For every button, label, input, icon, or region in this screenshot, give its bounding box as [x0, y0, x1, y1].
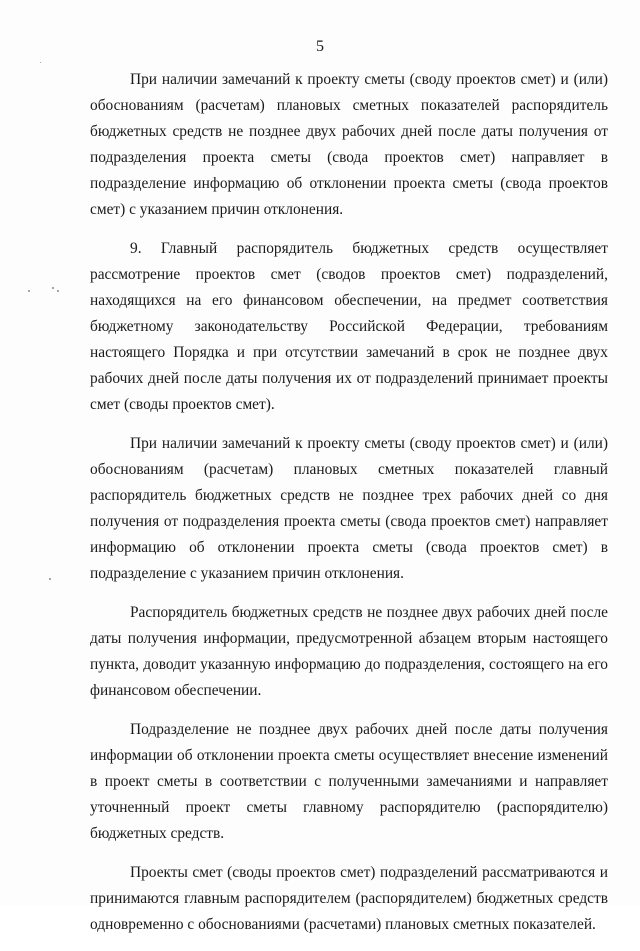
paragraph-final-acceptance: Проекты смет (своды проектов смет) подразделений рассматриваются и принимаются главным распорядителем (распорядителем) бюджетных средств одновременно с обоснованиями (расчетами) плановых сметных показателей.	[90, 864, 608, 933]
page-number: 5	[316, 38, 324, 55]
document-body	[90, 67, 608, 951]
paragraph-subdivision-changes: Подразделение не позднее двух рабочих дней после даты получения информации об отклонении проекта сметы осуществляет внесение изменений в проект сметы в соответствии с полученными замечаниями и направляет уточненный проект сметы главному распорядителю (распорядителю) бюджетных средств.	[90, 721, 608, 842]
paragraph-distributor-informs: Распорядитель бюджетных средств не позднее двух рабочих дней после даты получения информации, предусмотренной абзацем вторым настоящего пункта, доводит указанную информацию до подразделения, состоящего на его финансовом обеспечении.	[90, 604, 608, 699]
scan-speck	[40, 62, 41, 63]
scan-speck	[57, 290, 59, 292]
paragraph-objections-distributor: При наличии замечаний к проекту сметы (своду проектов смет) и (или) обоснованиям (расчетам) плановых сметных показателей распорядитель бюджетных средств не позднее двух рабочих дней после даты получения от подразделения проекта сметы (свода проектов смет) направляет в подразделение информацию об отклонении проекта сметы (свода проектов смет) с указанием причин отклонения.	[90, 71, 608, 218]
scan-speck	[52, 287, 54, 289]
paragraph-item-9: 9. Главный распорядитель бюджетных средств осуществляет рассмотрение проектов смет (сводов проектов смет) подразделений, находящихся на его финансовом обеспечении, на предмет соответствия бюджетному законодательству Российской Федерации, требованиям настоящего Порядка и при отсутствии замечаний в срок не позднее двух рабочих дней после даты получения их от подразделений принимает проекты смет (своды проектов смет).	[90, 240, 608, 413]
paragraph-objections-chief-distributor: При наличии замечаний к проекту сметы (своду проектов смет) и (или) обоснованиям (расчетам) плановых сметных показателей главный распорядитель бюджетных средств не позднее трех рабочих дней со дня получения от подразделения проекта сметы (свода проектов смет) направляет информацию об отклонении проекта сметы (свода проектов смет) в подразделение с указанием причин отклонения.	[90, 435, 608, 582]
scan-speck	[49, 578, 51, 580]
scan-speck	[28, 290, 30, 292]
